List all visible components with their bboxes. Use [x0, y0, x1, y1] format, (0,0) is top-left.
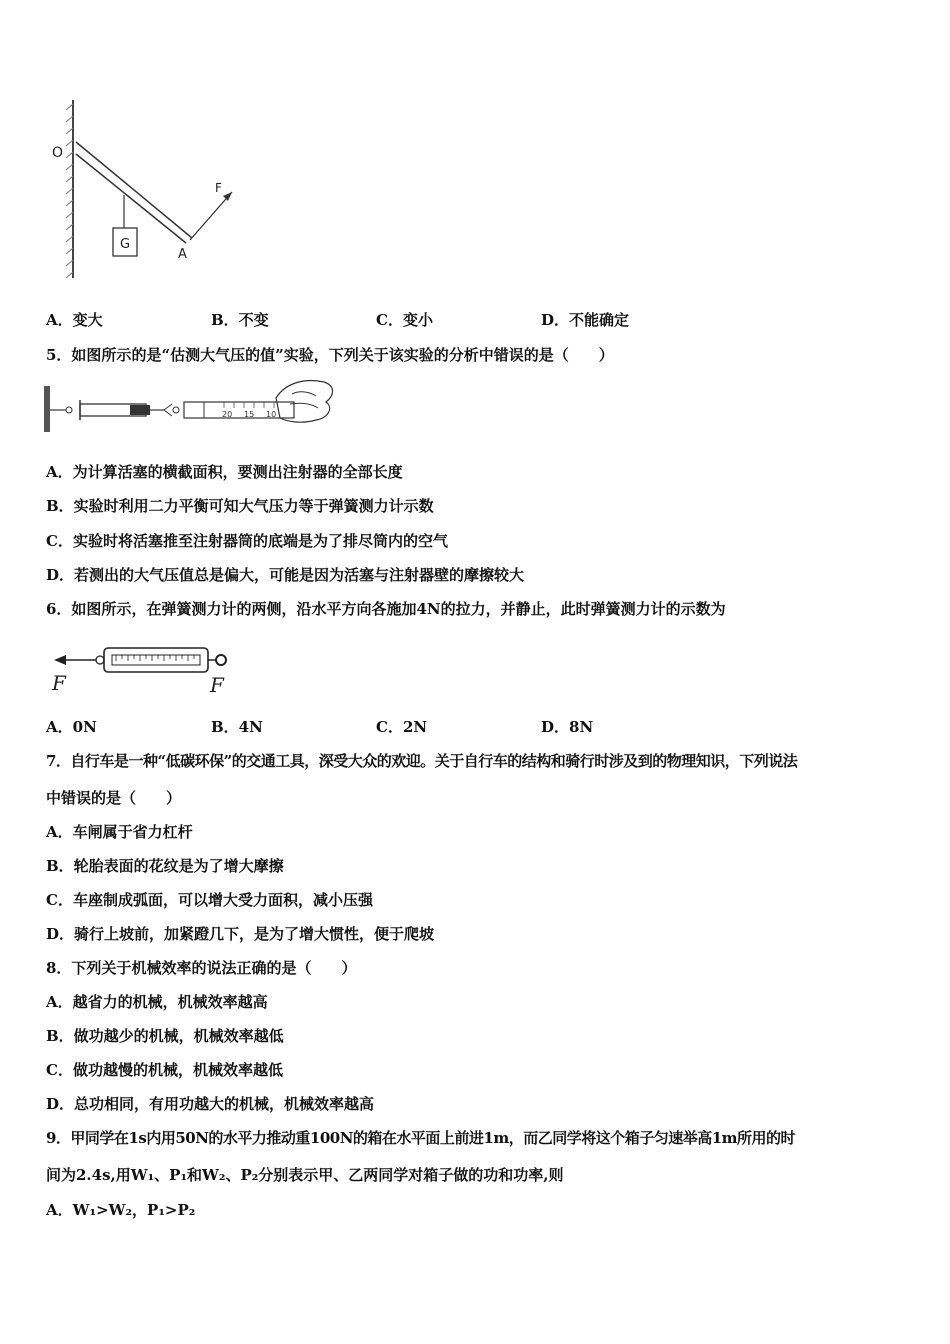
q6-option-c: C．2N: [376, 718, 428, 736]
q9-stem-line2: 间为2.4s,用W₁、P₁和W₂、P₂分别表示甲、乙两同学对箱子做的功和功率,则: [46, 1166, 564, 1184]
q9-option-a: A．W₁>W₂，P₁>P₂: [46, 1201, 196, 1219]
weight-label: G: [119, 237, 131, 252]
q6-stem: 6．如图所示，在弹簧测力计的两侧，沿水平方向各施加4N的拉力，并静止，此时弹簧测力计的示数为: [46, 600, 726, 618]
syringe-nozzle: [66, 407, 72, 413]
left-arrowhead: [54, 655, 66, 665]
q8-option-b: B．做功越少的机械，机械效率越低: [46, 1027, 284, 1045]
q7-option-c: C．车座制成弧面，可以增大受力面积，减小压强: [46, 891, 373, 909]
q8-option-c: C．做功越慢的机械，机械效率越低: [46, 1061, 283, 1079]
q7-option-d: D．骑行上坡前，加紧蹬几下，是为了增大惯性，便于爬坡: [46, 925, 435, 943]
q6-option-d: D．8N: [541, 718, 594, 736]
q7-option-b: B．轮胎表面的花纹是为了增大摩擦: [46, 857, 284, 875]
q7-option-a: A．车闸属于省力杠杆: [46, 823, 193, 841]
lever-bar-bottom: [76, 154, 186, 243]
q5-stem: 5．如图所示的是“估测大气压的值”实验，下列关于该实验的分析中错误的是（ ）: [46, 346, 614, 364]
lever-bar-top: [76, 142, 192, 238]
q7-stem-line2: 中错误的是（ ）: [46, 789, 182, 807]
q8-stem: 8．下列关于机械效率的说法正确的是（ ）: [46, 959, 357, 977]
q4-option-a: A．变大: [46, 311, 103, 329]
scale-mark-10: 10: [266, 410, 277, 419]
left-force-label: F: [52, 671, 66, 695]
q5-option-a: A．为计算活塞的横截面积，要测出注射器的全部长度: [46, 463, 403, 481]
point-a-label: A: [178, 247, 187, 262]
q5-option-c: C．实验时将活塞推至注射器筒的底端是为了排尽筒内的空气: [46, 532, 448, 550]
wall-hatching: [66, 104, 73, 278]
hook: [164, 404, 172, 416]
q5-option-d: D．若测出的大气压值总是偏大，可能是因为活塞与注射器壁的摩擦较大: [46, 566, 525, 584]
q4-option-c: C．变小: [376, 311, 433, 329]
scale-mark-15: 15: [244, 410, 255, 419]
spring-scale-diagram: [48, 640, 238, 696]
q9-stem-line1: 9．甲同学在1s内用50N的水平力推动重100N的箱在水平面上前进1m，而乙同学将这个箱子匀速举高1m所用的时: [46, 1129, 796, 1147]
right-force-label: F: [210, 673, 224, 697]
plunger: [130, 405, 150, 415]
right-ring: [216, 655, 226, 665]
q8-option-a: A．越省力的机械，机械效率越高: [46, 993, 268, 1011]
q7-stem-line1: 7．自行车是一种“低碳环保”的交通工具，深受大众的欢迎。关于自行车的结构和骑行时涉及到的物理知识，下列说法: [46, 752, 798, 770]
lever-diagram: [40, 100, 250, 285]
force-arrowhead: [223, 192, 232, 201]
q6-option-b: B．4N: [211, 718, 263, 736]
force-label: F: [215, 181, 222, 195]
q5-option-b: B．实验时利用二力平衡可知大气压力等于弹簧测力计示数: [46, 497, 434, 515]
syringe-diagram: [44, 374, 336, 438]
q6-option-a: A．0N: [46, 718, 97, 736]
wall-block: [44, 386, 50, 432]
force-arrow: [190, 192, 232, 240]
pivot-label: O: [52, 145, 64, 161]
hand: [276, 381, 333, 423]
q8-option-d: D．总功相同，有用功越大的机械，机械效率越高: [46, 1095, 375, 1113]
scale-slot: [112, 655, 200, 665]
q4-option-b: B．不变: [211, 311, 269, 329]
scale-mark-20: 20: [222, 410, 233, 419]
q4-option-d: D．不能确定: [541, 311, 630, 329]
scale-casing: [104, 648, 208, 672]
